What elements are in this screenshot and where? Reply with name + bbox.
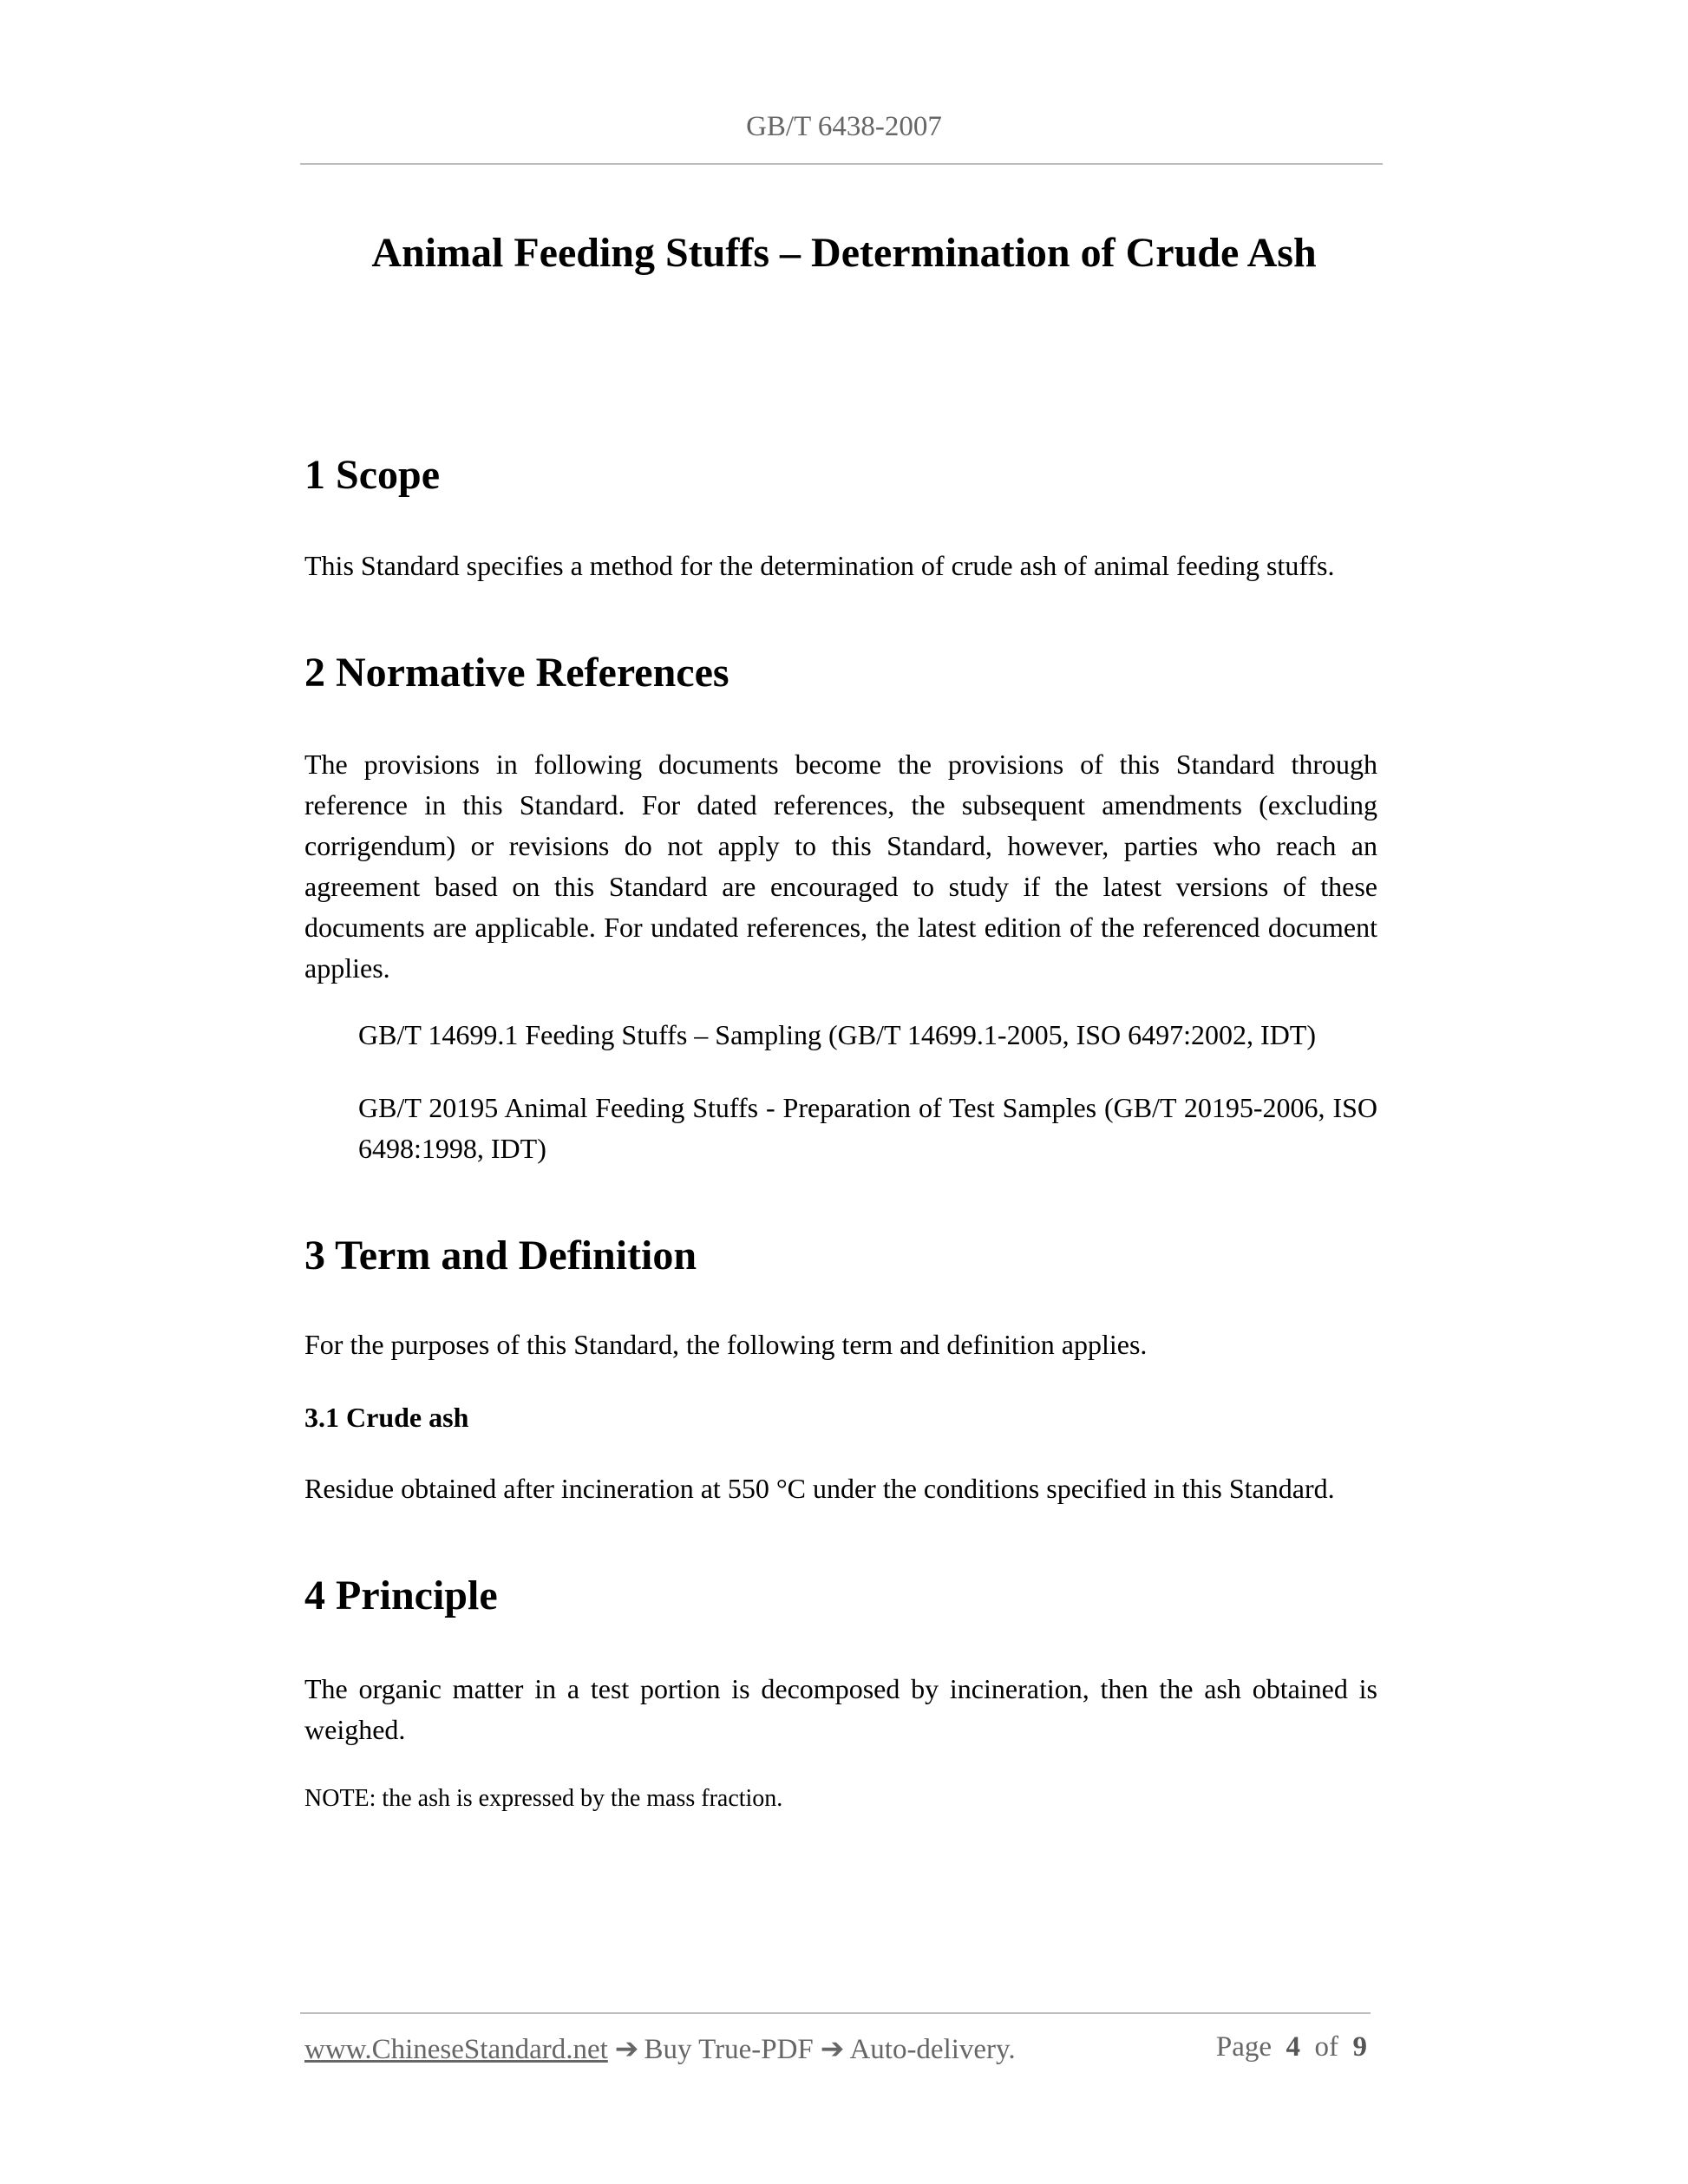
- reference-item: GB/T 20195 Animal Feeding Stuffs - Preparation of Test Samples (GB/T 20195-2006, ISO 6498:1998, IDT): [358, 1092, 1377, 1164]
- delivery-text: Auto-delivery.: [849, 2034, 1016, 2065]
- section-heading-principle: 4 Principle: [304, 1573, 498, 1618]
- terms-paragraph: For the purposes of this Standard, the following term and definition applies.: [304, 1329, 1148, 1360]
- reference-item: GB/T 14699.1 Feeding Stuffs – Sampling (GB/T 14699.1-2005, ISO 6497:2002, IDT): [358, 1019, 1316, 1050]
- footer-divider: [300, 2012, 1371, 2014]
- section-heading-scope: 1 Scope: [304, 452, 440, 498]
- term-heading-crude-ash: 3.1 Crude ash: [304, 1402, 469, 1433]
- of-label: of: [1314, 2031, 1338, 2063]
- footer-promo: [304, 2031, 1016, 2066]
- principle-paragraph: The organic matter in a test portion is decomposed by incineration, then the ash obtained is weighed.: [304, 1673, 1377, 1745]
- page-number: 4: [1286, 2031, 1300, 2063]
- running-header: GB/T 6438-2007: [746, 111, 942, 142]
- normative-paragraph: The provisions in following documents become the provisions of this Standard through reference in this Standard. For dated references, the subsequent amendments (excluding corrigendum) or revisions do not apply to this Standard, however, parties who reach an agreement based on this Standard are encouraged to study if the latest versions of these documents are applicable. For undated references, the latest edition of the referenced document applies.: [304, 749, 1377, 984]
- right-arrow-icon: ➔: [820, 2034, 845, 2065]
- document-title: Animal Feeding Stuffs – Determination of Crude Ash: [371, 230, 1317, 276]
- page-indicator: [1216, 2031, 1367, 2063]
- note-text: NOTE: the ash is expressed by the mass fraction.: [304, 1785, 783, 1812]
- section-heading-terms: 3 Term and Definition: [304, 1233, 697, 1278]
- right-arrow-icon: ➔: [614, 2034, 639, 2065]
- buy-text: Buy True-PDF: [644, 2034, 814, 2065]
- scope-paragraph: This Standard specifies a method for the determination of crude ash of animal feeding stuffs.: [304, 550, 1335, 581]
- page-total: 9: [1352, 2031, 1367, 2063]
- header-divider: [300, 163, 1383, 165]
- website-link[interactable]: www.ChineseStandard.net: [304, 2034, 608, 2065]
- term-definition: Residue obtained after incineration at 550 °C under the conditions specified in this Standard.: [304, 1473, 1335, 1504]
- page-label: Page: [1215, 2031, 1272, 2063]
- section-heading-normative-references: 2 Normative References: [304, 650, 730, 696]
